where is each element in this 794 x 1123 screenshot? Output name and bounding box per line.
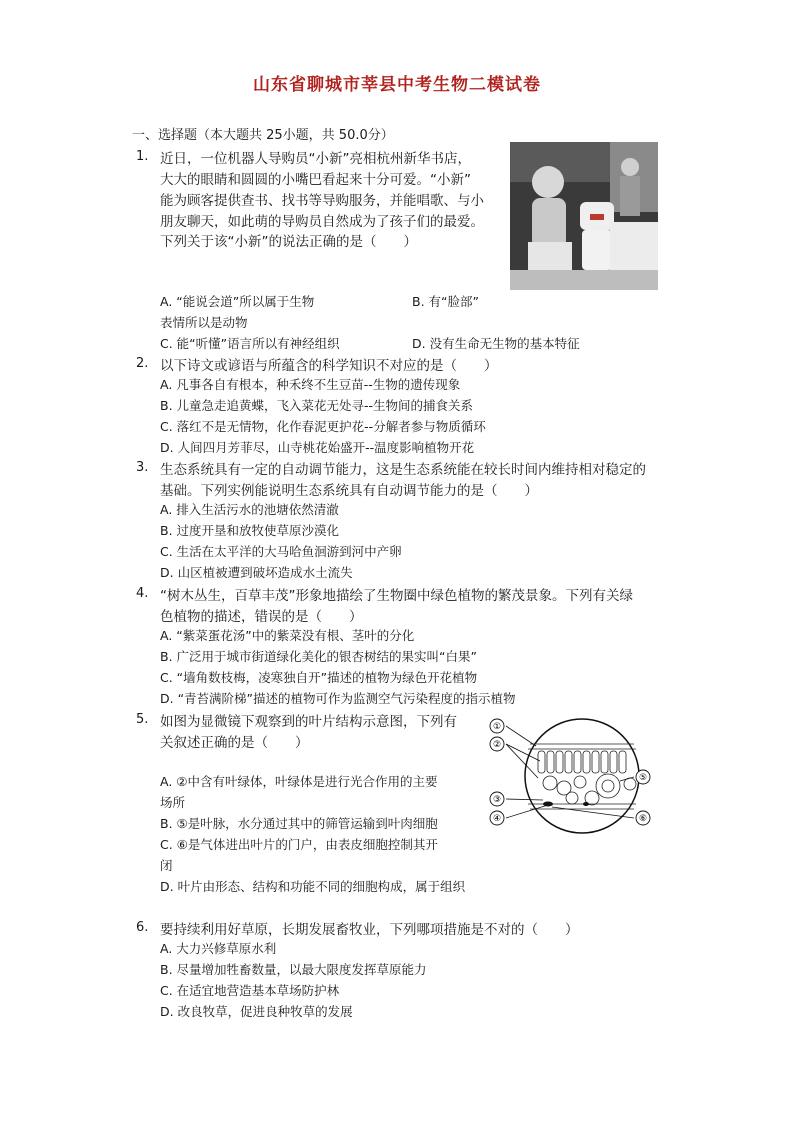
question-2-option-c[interactable]: C. 落红不是无情物，化作春泥更护花--分解者参与物质循环	[160, 419, 486, 434]
question-1-line-3: 能为顾客提供查书、找书等导购服务，并能唱歌、与小	[160, 193, 484, 209]
leaf-structure-diagram	[488, 716, 658, 836]
question-3-option-d[interactable]: D. 山区植被遭到破坏造成水土流失	[160, 565, 353, 580]
diagram-label-5: ⑤	[638, 773, 648, 783]
question-5-option-b[interactable]: B. ⑤是叶脉，水分通过其中的筛管运输到叶肉细胞	[160, 816, 438, 831]
question-1-option-b[interactable]: B. 有“脸部”	[412, 294, 479, 309]
question-4-option-c[interactable]: C. “墙角数枝梅，凌寒独自开”描述的植物为绿色开花植物	[160, 670, 478, 685]
question-5-option-d[interactable]: D. 叶片由形态、结构和功能不同的细胞构成，属于组织	[160, 879, 466, 894]
question-4-line-2: 色植物的描述，错误的是（ ）	[160, 609, 363, 625]
question-5-option-a[interactable]: A. ②中含有叶绿体，叶绿体是进行光合作用的主要	[160, 774, 438, 789]
question-6-option-c[interactable]: C. 在适宜地营造基本草场防护林	[160, 983, 340, 998]
diagram-label-2: ②	[492, 740, 502, 750]
question-6-option-d[interactable]: D. 改良牧草，促进良种牧草的发展	[160, 1004, 353, 1019]
question-3-number: 3.	[136, 460, 149, 475]
question-6-option-a[interactable]: A. 大力兴修草原水利	[160, 941, 277, 956]
question-5-option-c[interactable]: C. ⑥是气体进出叶片的门户，由表皮细胞控制其开	[160, 837, 438, 852]
question-5-number: 5.	[136, 712, 149, 727]
question-4-option-b[interactable]: B. 广泛用于城市街道绿化美化的银杏树结的果实叫“白果”	[160, 649, 477, 664]
question-1-option-c[interactable]: C. 能“听懂”语言所以有神经组织	[160, 336, 340, 351]
question-4-option-a[interactable]: A. “紫菜蛋花汤”中的紫菜没有根、茎叶的分化	[160, 628, 415, 643]
question-1-line-4: 朋友聊天，如此萌的导购员自然成为了孩子们的最爱。	[160, 214, 484, 230]
question-1-line-2: 大大的眼睛和圆圆的小嘴巴看起来十分可爱。“小新”	[160, 172, 471, 188]
question-2-number: 2.	[136, 356, 149, 371]
diagram-label-4: ④	[492, 814, 502, 824]
question-6-stem: 要持续利用好草原，长期发展畜牧业，下列哪项措施是不对的（ ）	[160, 922, 579, 938]
question-2-option-a[interactable]: A. 凡事各自有根本，种禾终不生豆苗--生物的遗传现象	[160, 377, 461, 392]
question-5-option-a-continued: 场所	[160, 795, 186, 810]
question-1-option-a[interactable]: A. “能说会道”所以属于生物	[160, 294, 315, 309]
question-6-option-b[interactable]: B. 尽量增加牲畜数量，以最大限度发挥草原能力	[160, 962, 427, 977]
question-3-option-a[interactable]: A. 排入生活污水的池塘依然清澈	[160, 502, 339, 517]
diagram-label-1: ①	[492, 722, 502, 732]
question-3-option-c[interactable]: C. 生活在太平洋的大马哈鱼洄游到河中产卵	[160, 544, 402, 559]
question-2-stem: 以下诗文或谚语与所蕴含的科学知识不对应的是（ ）	[160, 358, 498, 374]
question-1-number: 1.	[136, 149, 149, 164]
question-4-option-d[interactable]: D. “青苔满阶梯”描述的植物可作为监测空气污染程度的指示植物	[160, 691, 516, 706]
question-5-line-1: 如图为显微镜下观察到的叶片结构示意图，下列有	[160, 714, 457, 730]
question-1-line-1: 近日，一位机器人导购员“小新”亮相杭州新华书店，	[160, 151, 471, 167]
question-2-option-b[interactable]: B. 儿童急走追黄蝶，飞入菜花无处寻--生物间的捕食关系	[160, 398, 474, 413]
section-heading: 一、选择题（本大题共 25小题，共 50.0分）	[132, 128, 394, 143]
diagram-label-6: ⑥	[638, 814, 648, 824]
question-2-option-d[interactable]: D. 人间四月芳菲尽，山寺桃花始盛开--温度影响植物开花	[160, 440, 475, 455]
question-1-option-b-continued: 表情所以是动物	[160, 315, 248, 330]
diagram-label-3: ③	[492, 795, 502, 805]
question-4-number: 4.	[136, 586, 149, 601]
question-5-option-c-continued: 闭	[160, 858, 173, 873]
question-3-line-1: 生态系统具有一定的自动调节能力，这是生态系统能在较长时间内维持相对稳定的	[160, 462, 646, 478]
question-3-line-2: 基础。下列实例能说明生态系统具有自动调节能力的是（ ）	[160, 483, 538, 499]
robot-photo	[510, 142, 658, 290]
question-6-number: 6.	[136, 920, 149, 935]
question-3-option-b[interactable]: B. 过度开垦和放牧使草原沙漠化	[160, 523, 340, 538]
question-1-line-5: 下列关于该“小新”的说法正确的是（ ）	[160, 234, 417, 250]
question-5-line-2: 关叙述正确的是（ ）	[160, 735, 309, 751]
question-1-option-d[interactable]: D. 没有生命无生物的基本特征	[412, 336, 580, 351]
page-title: 山东省聊城市莘县中考生物二模试卷	[253, 75, 541, 95]
question-4-line-1: “树木丛生，百草丰茂”形象地描绘了生物圈中绿色植物的繁茂景象。下列有关绿	[160, 588, 633, 604]
